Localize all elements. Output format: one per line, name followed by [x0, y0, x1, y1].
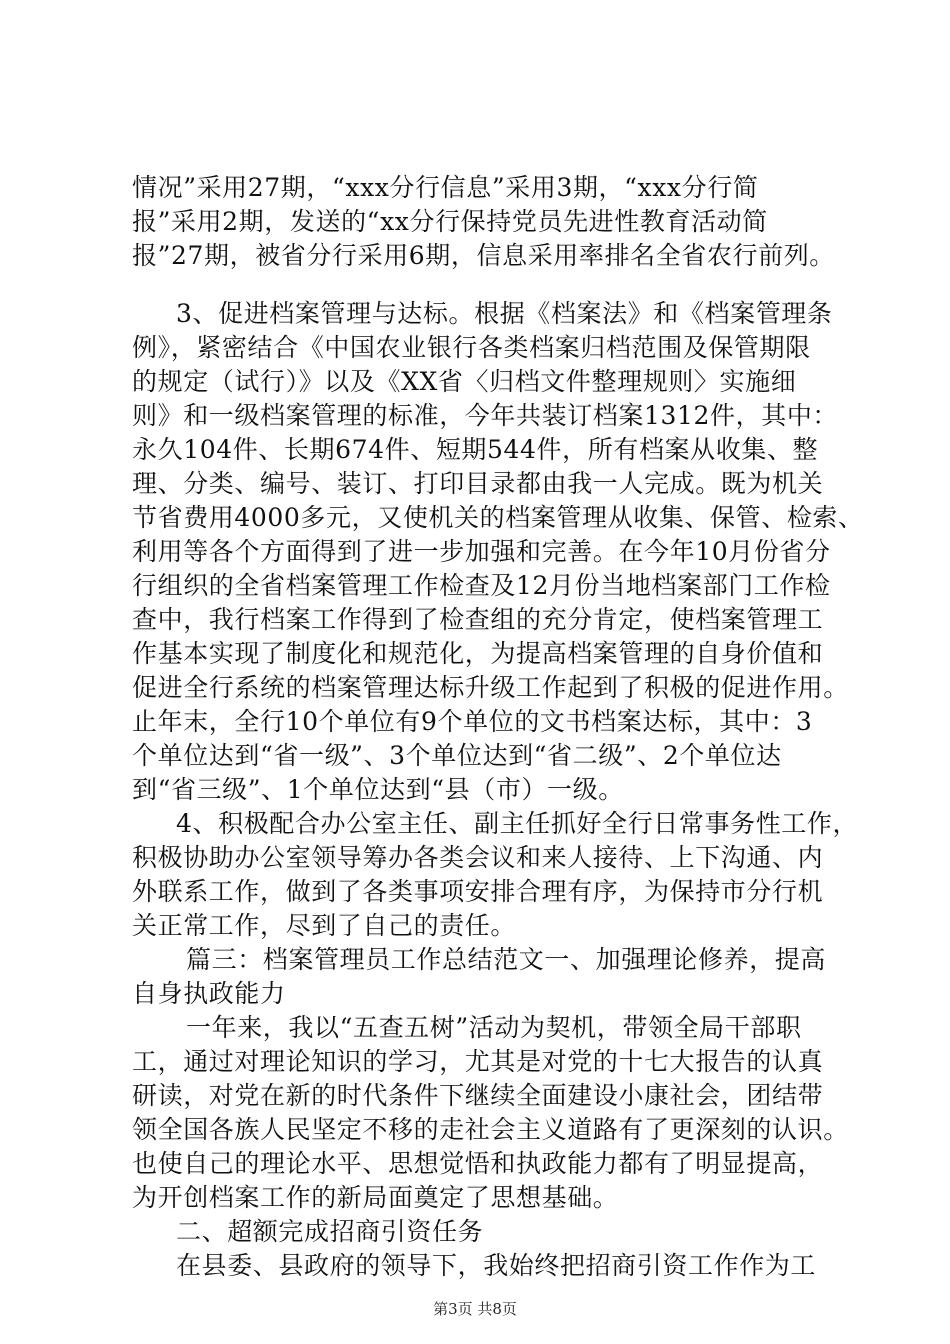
text-line: 情况”采用27期，“xxx分行信息”采用3期，“xxx分行简 — [132, 173, 759, 202]
text-line: 个单位达到“省一级”、3个单位达到“省二级”、2个单位达 — [132, 741, 782, 770]
text-line: 到“省三级”、1个单位达到“县（市）一级。 — [132, 775, 624, 804]
text-line: 则》和一级档案管理的标准，今年共装订档案1312件，其中： — [132, 401, 839, 430]
text-line: 关正常工作，尽到了自己的责任。 — [132, 911, 517, 940]
text-line: 理、分类、编号、装订、打印目录都由我一人完成。既为机关 — [132, 469, 824, 498]
text-line: 外联系工作，做到了各类事项安排合理有序，为保持市分行机 — [132, 877, 824, 906]
text-line: 的规定（试行）》以及《XX省〈归档文件整理规则〉实施细 — [132, 367, 797, 396]
text-line: 4、积极配合办公室主任、副主任抓好全行日常事务性工作， — [176, 809, 859, 838]
text-line: 止年末，全行10个单位有9个单位的文书档案达标，其中：3 — [132, 707, 813, 736]
text-line: 作基本实现了制度化和规范化，为提高档案管理的自身价值和 — [132, 639, 824, 668]
text-line: 节省费用4000多元，又使机关的档案管理从收集、保管、检索、 — [132, 503, 864, 532]
text-line: 也使自己的理论水平、思想觉悟和执政能力都有了明显提高， — [132, 1149, 824, 1178]
page-footer: 第3页 共8页 — [433, 1300, 517, 1318]
text-line: 报”采用2期，发送的“xx分行保持党员先进性教育活动简 — [132, 207, 768, 236]
text-line: 查中，我行档案工作得到了检查组的充分肯定，使档案管理工 — [132, 605, 824, 634]
text-line: 永久104件、长期674件、短期544件，所有档案从收集、整 — [132, 435, 819, 464]
text-line: 研读，对党在新的时代条件下继续全面建设小康社会，团结带 — [132, 1081, 824, 1110]
text-line: 篇三：档案管理员工作总结范文一、加强理论修养，提高 — [186, 945, 827, 974]
text-line: 例》，紧密结合《中国农业银行各类档案归档范围及保管期限 — [132, 333, 811, 362]
text-line: 自身执政能力 — [132, 979, 286, 1008]
text-line: 积极协助办公室领导筹办各类会议和来人接待、上下沟通、内 — [132, 843, 824, 872]
text-line: 为开创档案工作的新局面奠定了思想基础。 — [132, 1183, 619, 1212]
text-line: 一年来，我以“五查五树”活动为契机，带领全局干部职 — [186, 1013, 802, 1042]
text-line: 报”27期，被省分行采用6期，信息采用率排名全省农行前列。 — [132, 241, 835, 270]
text-line: 3、促进档案管理与达标。根据《档案法》和《档案管理条 — [176, 299, 833, 328]
text-line: 领全国各族人民坚定不移的走社会主义道路有了更深刻的认识。 — [132, 1115, 849, 1144]
text-line: 行组织的全省档案管理工作检查及12月份当地档案部门工作检 — [132, 571, 831, 600]
section-heading: 二、超额完成招商引资任务 — [176, 1217, 484, 1246]
text-line: 工，通过对理论知识的学习，尤其是对党的十七大报告的认真 — [132, 1047, 824, 1076]
text-line: 利用等各个方面得到了进一步加强和完善。在今年10月份省分 — [132, 537, 831, 566]
text-line: 在县委、县政府的领导下，我始终把招商引资工作作为工 — [176, 1251, 817, 1280]
text-line: 促进全行系统的档案管理达标升级工作起到了积极的促进作用。 — [132, 673, 849, 702]
